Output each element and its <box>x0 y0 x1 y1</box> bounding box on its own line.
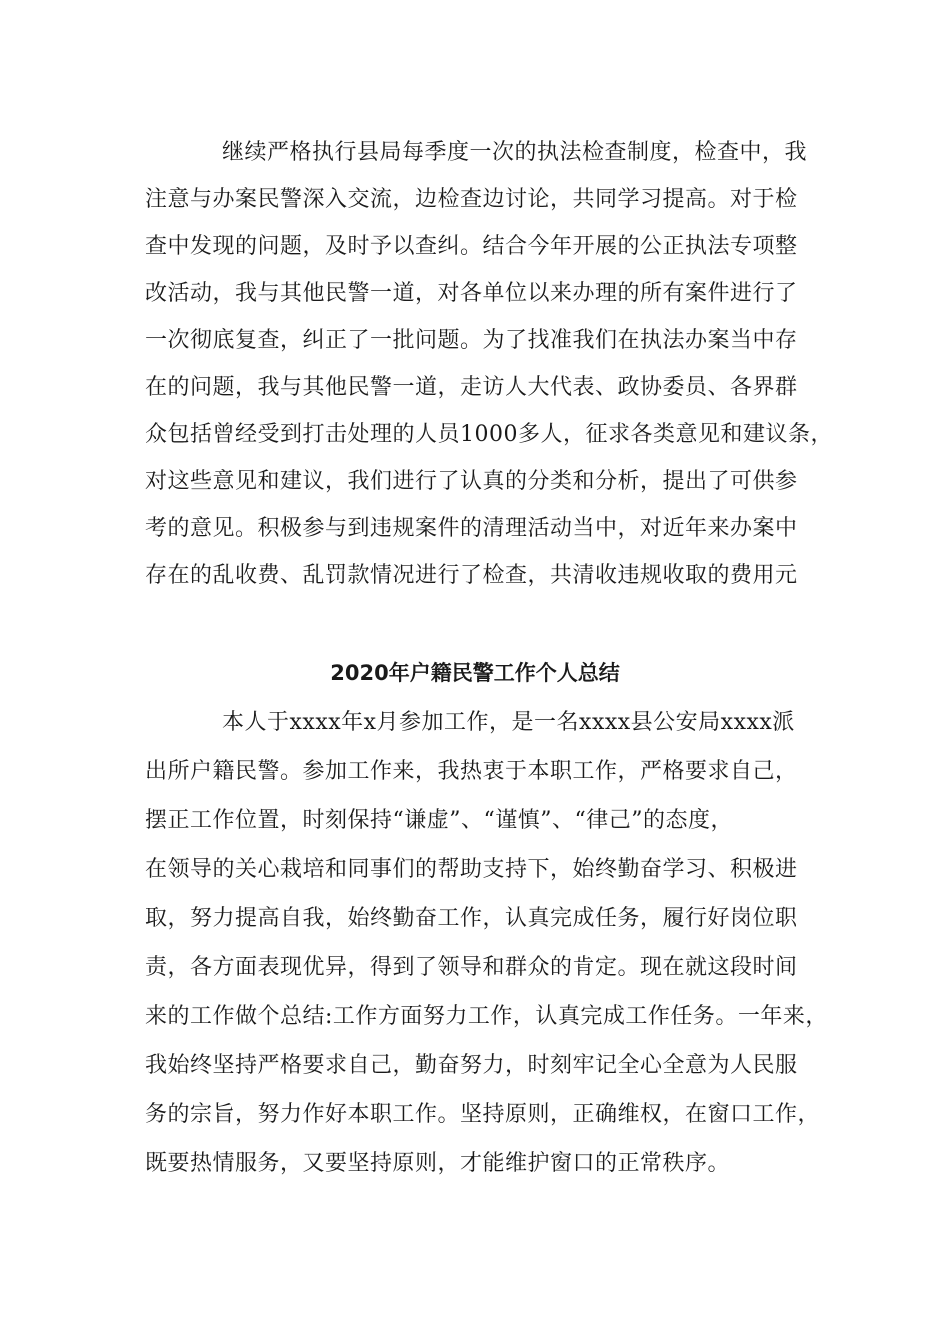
text-line: 对这些意见和建议，我们进行了认真的分类和分析，提出了可供参 <box>145 469 798 494</box>
text-line: 务的宗旨，努力作好本职工作。坚持原则，正确维权，在窗口工作， <box>145 1102 821 1127</box>
text-line: 在领导的关心栽培和同事们的帮助支持下，始终勤奋学习、积极进 <box>145 857 798 882</box>
text-line: 出所户籍民警。参加工作来，我热衷于本职工作，严格要求自己， <box>145 759 798 784</box>
text-line: 来的工作做个总结:工作方面努力工作，认真完成工作任务。一年来， <box>145 1004 828 1029</box>
text-line: 取，努力提高自我，始终勤奋工作，认真完成任务，履行好岗位职 <box>145 906 798 931</box>
text-line: 本人于xxxx年x月参加工作，是一名xxxx县公安局xxxx派 <box>222 710 795 735</box>
text-line: 存在的乱收费、乱罚款情况进行了检查，共清收违规收取的费用元 <box>145 563 798 588</box>
document-title: 2020年户籍民警工作个人总结 <box>330 661 620 685</box>
text-line: 摆正工作位置，时刻保持“谦虚”、“谨慎”、“律己”的态度， <box>145 808 733 833</box>
text-line: 既要热情服务，又要坚持原则，才能维护窗口的正常秩序。 <box>145 1151 731 1176</box>
text-line: 一次彻底复查，纠正了一批问题。为了找准我们在执法办案当中存 <box>145 328 798 353</box>
text-line: 众包括曾经受到打击处理的人员1000多人，征求各类意见和建议条， <box>145 422 833 447</box>
text-line: 在的问题，我与其他民警一道，走访人大代表、政协委员、各界群 <box>145 375 798 400</box>
text-line: 注意与办案民警深入交流，边检查边讨论，共同学习提高。对于检 <box>145 187 798 212</box>
text-line: 考的意见。积极参与到违规案件的清理活动当中，对近年来办案中 <box>145 516 798 541</box>
text-line: 继续严格执行县局每季度一次的执法检查制度，检查中，我 <box>222 140 808 165</box>
text-line: 我始终坚持严格要求自己，勤奋努力，时刻牢记全心全意为人民服 <box>145 1053 798 1078</box>
text-line: 责，各方面表现优异，得到了领导和群众的肯定。现在就这段时间 <box>145 955 798 980</box>
text-line: 改活动，我与其他民警一道，对各单位以来办理的所有案件进行了 <box>145 281 798 306</box>
text-line: 查中发现的问题，及时予以查纠。结合今年开展的公正执法专项整 <box>145 234 798 259</box>
